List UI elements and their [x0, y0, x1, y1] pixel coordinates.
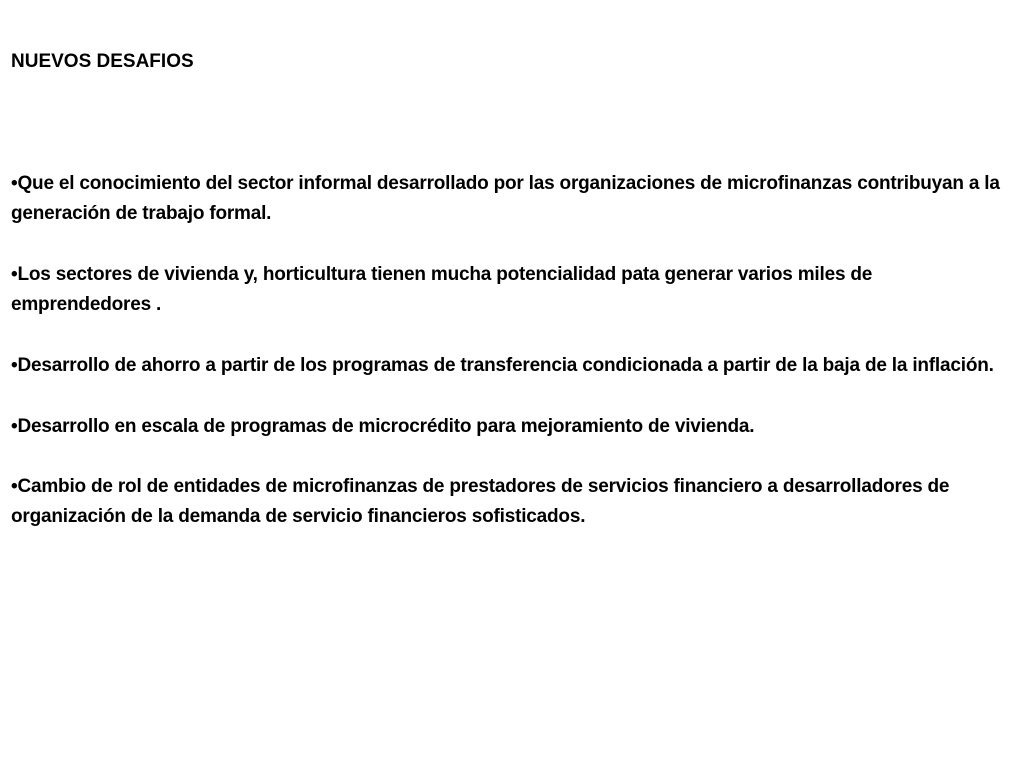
bullet-text: Que el conocimiento del sector informal desarrollado por las organizaciones de microfinanzas contribuyan a la generación de trabajo formal.	[11, 173, 1000, 224]
slide-title: NUEVOS DESAFIOS	[11, 51, 194, 72]
bullet-marker: •	[11, 476, 18, 497]
bullet-item	[11, 260, 1015, 320]
bullet-text: Desarrollo de ahorro a partir de los programas de transferencia condicionada a partir de la baja de la inflación.	[17, 355, 994, 376]
bullet-marker: •	[11, 173, 18, 194]
bullet-marker: •	[11, 416, 18, 437]
bullet-item	[11, 169, 1015, 229]
bullet-text: Cambio de rol de entidades de microfinanzas de prestadores de servicios financiero a desarrolladores de organización de la demanda de servicio financieros sofisticados.	[11, 476, 950, 527]
bullet-item	[11, 472, 1015, 532]
bullet-item	[11, 412, 1015, 442]
bullet-marker: •	[11, 355, 18, 376]
bullet-item	[11, 351, 1015, 381]
bullet-list	[11, 169, 1015, 563]
bullet-text: Los sectores de vivienda y, horticultura tienen mucha potencialidad pata generar varios miles de emprendedores .	[11, 264, 873, 315]
bullet-marker: •	[11, 264, 18, 285]
bullet-text: Desarrollo en escala de programas de microcrédito para mejoramiento de vivienda.	[17, 416, 755, 437]
